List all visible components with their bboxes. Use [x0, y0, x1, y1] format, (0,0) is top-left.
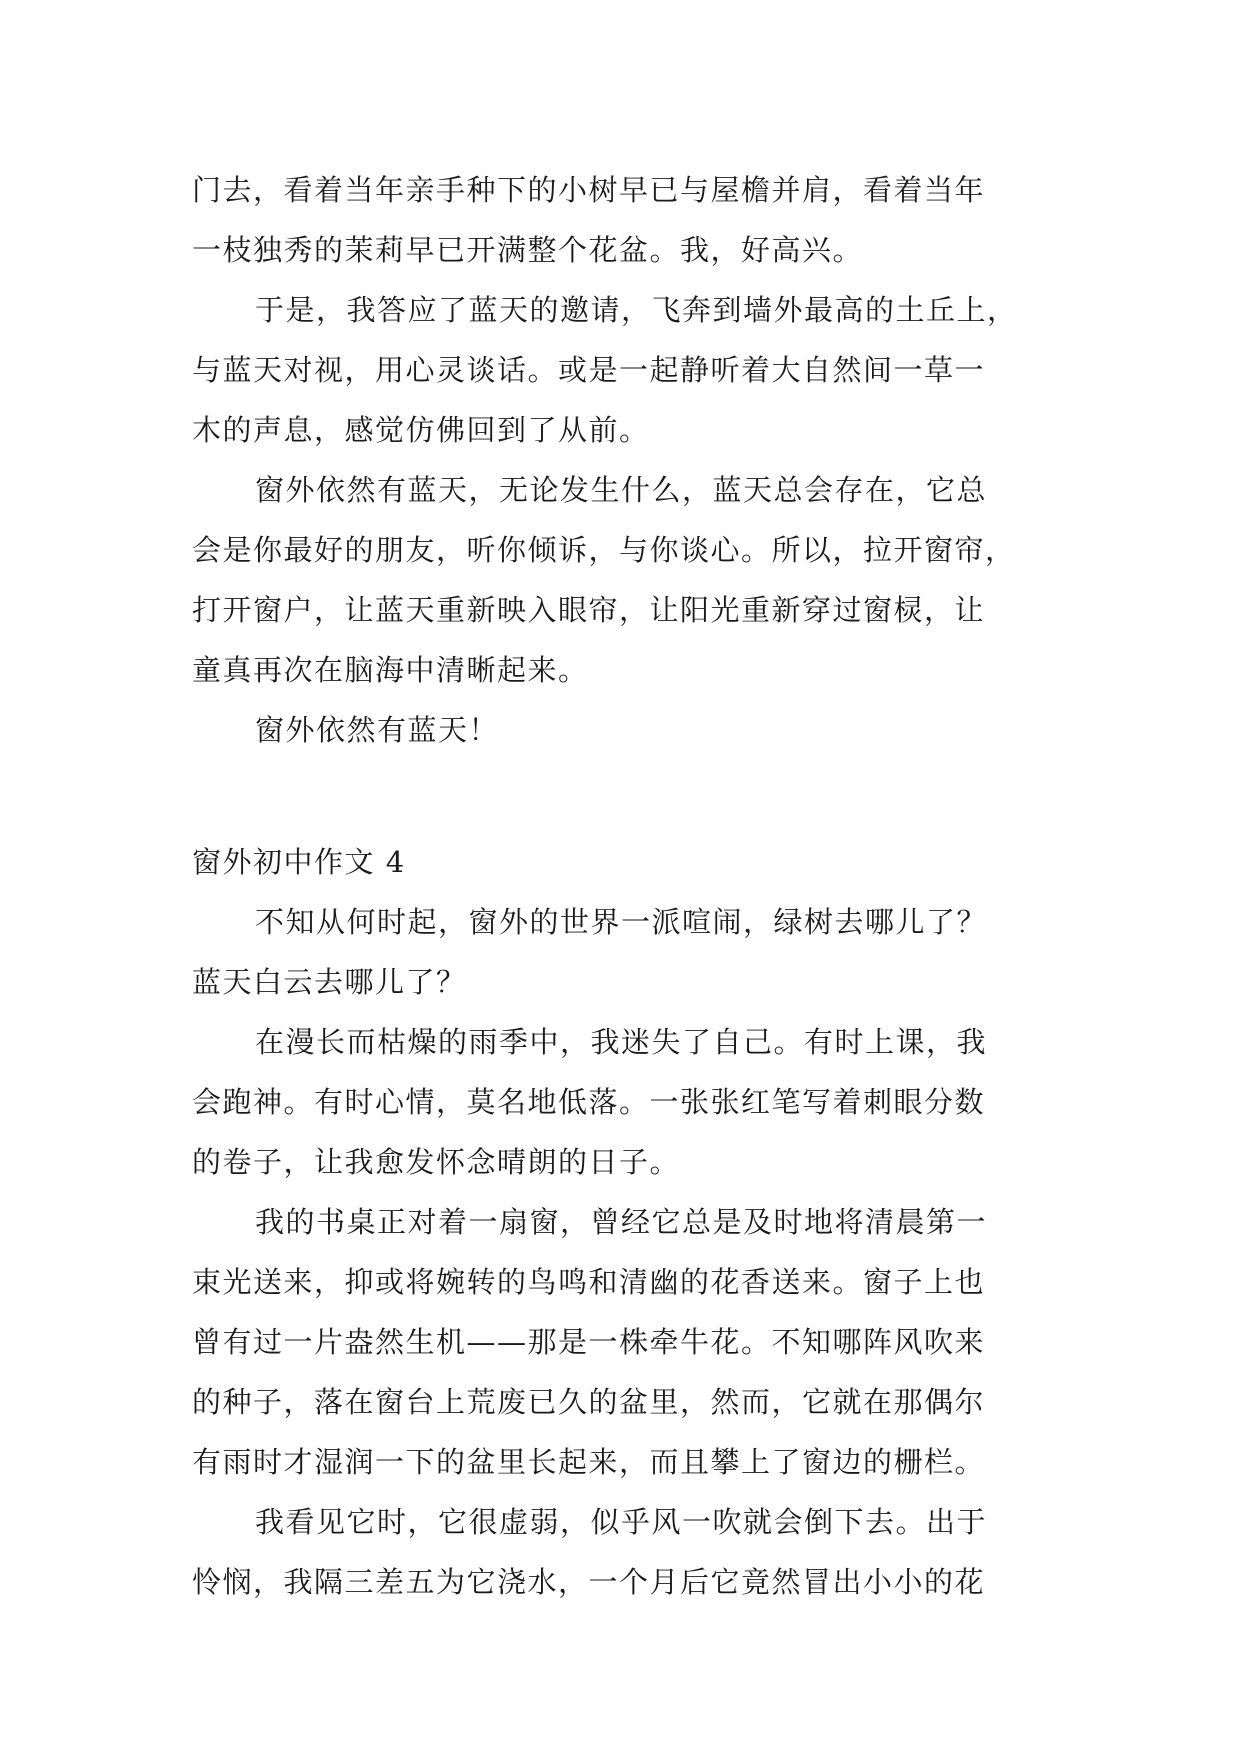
paragraph-line: 与蓝天对视，用心灵谈话。或是一起静听着大自然间一草一	[192, 353, 986, 387]
paragraph-line: 在漫长而枯燥的雨季中，我迷失了自己。有时上课，我	[255, 1025, 988, 1059]
paragraph-line: 不知从何时起，窗外的世界一派喧闹，绿树去哪儿了？	[255, 905, 988, 939]
document-body	[192, 160, 1072, 1612]
paragraph-line: 童真再次在脑海中清晰起来。	[192, 653, 589, 687]
paragraph-line: 怜悯，我隔三差五为它浇水，一个月后它竟然冒出小小的花	[192, 1565, 986, 1599]
paragraph-line: 于是，我答应了蓝天的邀请，飞奔到墙外最高的土丘上，	[255, 293, 1018, 327]
paragraph-line: 有雨时才湿润一下的盆里长起来，而且攀上了窗边的栅栏。	[192, 1445, 986, 1479]
section-heading: 窗外初中作文 4	[192, 845, 406, 879]
paragraph-line: 我的书桌正对着一扇窗，曾经它总是及时地将清晨第一	[255, 1205, 988, 1239]
paragraph-line: 的卷子，让我愈发怀念晴朗的日子。	[192, 1145, 681, 1179]
paragraph-line: 会是你最好的朋友，听你倾诉，与你谈心。所以，拉开窗帘，	[192, 533, 1016, 567]
paragraph-line: 我看见它时，它很虚弱，似乎风一吹就会倒下去。出于	[255, 1505, 988, 1539]
paragraph-line: 打开窗户，让蓝天重新映入眼帘，让阳光重新穿过窗棂，让	[192, 593, 986, 627]
paragraph-line: 束光送来，抑或将婉转的鸟鸣和清幽的花香送来。窗子上也	[192, 1265, 986, 1299]
paragraph-line: 曾有过一片盎然生机——那是一株牵牛花。不知哪阵风吹来	[192, 1325, 986, 1359]
paragraph-line: 窗外依然有蓝天！	[255, 713, 500, 747]
paragraph-line: 木的声息，感觉仿佛回到了从前。	[192, 413, 650, 447]
paragraph-line: 会跑神。有时心情，莫名地低落。一张张红笔写着刺眼分数	[192, 1085, 986, 1119]
paragraph-line: 蓝天白云去哪儿了？	[192, 965, 467, 999]
section-spacer	[192, 760, 1072, 832]
paragraph-line: 的种子，落在窗台上荒废已久的盆里，然而，它就在那偶尔	[192, 1385, 986, 1419]
paragraph-line: 门去，看着当年亲手种下的小树早已与屋檐并肩，看着当年	[192, 173, 986, 207]
paragraph-line: 一枝独秀的茉莉早已开满整个花盆。我，好高兴。	[192, 233, 864, 267]
paragraph-line: 窗外依然有蓝天，无论发生什么，蓝天总会存在，它总	[255, 473, 988, 507]
